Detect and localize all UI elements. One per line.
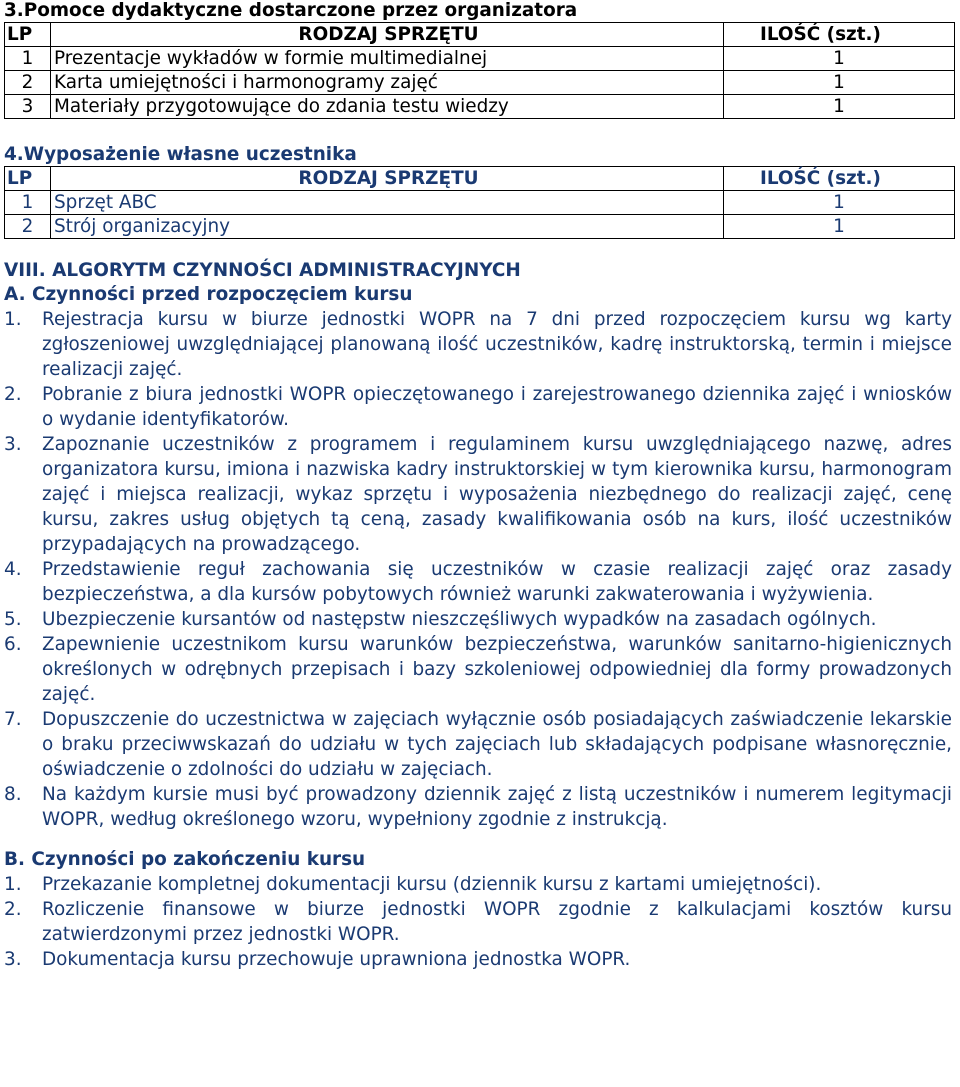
item-number: 1. [4,874,22,895]
list-item [4,432,952,557]
teaching-aids-table [4,22,955,119]
item-number: 8. [4,784,22,805]
table-row [5,95,955,119]
item-number: 3. [4,949,22,970]
header-lp: LP [5,167,51,191]
item-number: 1. [4,309,22,330]
chapter-viii-title: VIII. ALGORYTM CZYNNOŚCI ADMINISTRACYJNYCH [4,260,521,281]
item-number: 6. [4,634,22,655]
list-item [4,382,952,432]
item-text: Zapoznanie uczestników z programem i regulaminem kursu uwzględniającego nazwę, adres organizatora kursu, imiona i nazwiska kadry instruktorskiej w tym kierownika kursu, harmonogram zajęć i miejsca realizacji, wykaz sprzętu i wyposażenia niezbędnego do realizacji zajęć, cenę kursu, zakres usług objętych tą ceną, zasady kwalifikowania osób na kurs, ilość uczestników przypadających na prowadzącego. [42,434,952,555]
row-name: Prezentacje wykładów w formie multimedialnej [51,47,724,71]
item-text: Przedstawienie reguł zachowania się uczestników w czasie realizacji zajęć oraz zasady bezpieczeństwa, a dla kursów pobytowych również warunki zakwaterowania i wyżywienia. [42,559,952,605]
after-course-list [4,872,952,972]
subsection-b-title: B. Czynności po zakończeniu kursu [4,849,366,870]
list-item [4,557,952,607]
before-course-list [4,307,952,832]
row-name: Sprzęt ABC [51,191,724,215]
table-row [5,191,955,215]
list-item [4,707,952,782]
item-number: 2. [4,384,22,405]
row-qty: 1 [724,215,955,239]
list-item [4,307,952,382]
row-qty: 1 [724,47,955,71]
list-item [4,782,952,832]
row-lp: 2 [5,215,51,239]
own-equipment-table [4,166,955,239]
item-number: 7. [4,709,22,730]
item-text: Dokumentacja kursu przechowuje uprawniona jednostka WOPR. [42,949,631,970]
item-text: Rejestracja kursu w biurze jednostki WOPR na 7 dni przed rozpoczęciem kursu wg karty zgłoszeniowej uwzględniającej planowaną ilość uczestników, kadrę instruktorską, termin i miejsce realizacji zajęć. [42,309,952,380]
row-name: Karta umiejętności i harmonogramy zajęć [51,71,724,95]
item-text: Pobranie z biura jednostki WOPR opieczętowanego i zarejestrowanego dziennika zajęć i wniosków o wydanie identyfikatorów. [42,384,952,430]
row-lp: 1 [5,47,51,71]
list-item [4,872,952,897]
item-number: 4. [4,559,22,580]
row-lp: 2 [5,71,51,95]
list-item [4,897,952,947]
row-lp: 1 [5,191,51,215]
item-text: Rozliczenie finansowe w biurze jednostki WOPR zgodnie z kalkulacjami kosztów kursu zatwierdzonymi przez jednostki WOPR. [42,899,952,945]
item-number: 3. [4,434,22,455]
item-text: Na każdym kursie musi być prowadzony dziennik zajęć z listą uczestników i numerem legitymacji WOPR, według określonego wzoru, wypełniony zgodnie z instrukcją. [42,784,952,830]
header-equipment-type: RODZAJ SPRZĘTU [51,23,724,47]
table-row [5,47,955,71]
item-number: 2. [4,899,22,920]
table-row [5,71,955,95]
list-item [4,632,952,707]
table-row [5,215,955,239]
item-text: Dopuszczenie do uczestnictwa w zajęciach wyłącznie osób posiadających zaświadczenie lekarskie o braku przeciwwskazań do udziału w tych zajęciach lub składających podpisane własnoręcznie, oświadczenie o zdolności do udziału w zajęciach. [42,709,952,780]
item-number: 5. [4,609,22,630]
header-lp: LP [5,23,51,47]
row-qty: 1 [724,95,955,119]
list-item [4,947,952,972]
item-text: Przekazanie kompletnej dokumentacji kursu (dziennik kursu z kartami umiejętności). [42,874,822,895]
row-lp: 3 [5,95,51,119]
header-quantity: ILOŚĆ (szt.) [724,167,955,191]
list-item [4,607,952,632]
row-name: Materiały przygotowujące do zdania testu wiedzy [51,95,724,119]
table-header-row [5,167,955,191]
section-4-title: 4.Wyposażenie własne uczestnika [4,144,357,165]
row-qty: 1 [724,191,955,215]
table-header-row [5,23,955,47]
row-name: Strój organizacyjny [51,215,724,239]
item-text: Ubezpieczenie kursantów od następstw nieszczęśliwych wypadków na zasadach ogólnych. [42,609,877,630]
row-qty: 1 [724,71,955,95]
item-text: Zapewnienie uczestnikom kursu warunków bezpieczeństwa, warunków sanitarno-higienicznych określonych w odrębnych przepisach i bazy szkoleniowej odpowiedniej dla formy prowadzonych zajęć. [42,634,952,705]
header-quantity: ILOŚĆ (szt.) [724,23,955,47]
header-equipment-type: RODZAJ SPRZĘTU [51,167,724,191]
subsection-a-title: A. Czynności przed rozpoczęciem kursu [4,284,413,305]
section-3-title: 3.Pomoce dydaktyczne dostarczone przez organizatora [4,0,578,21]
